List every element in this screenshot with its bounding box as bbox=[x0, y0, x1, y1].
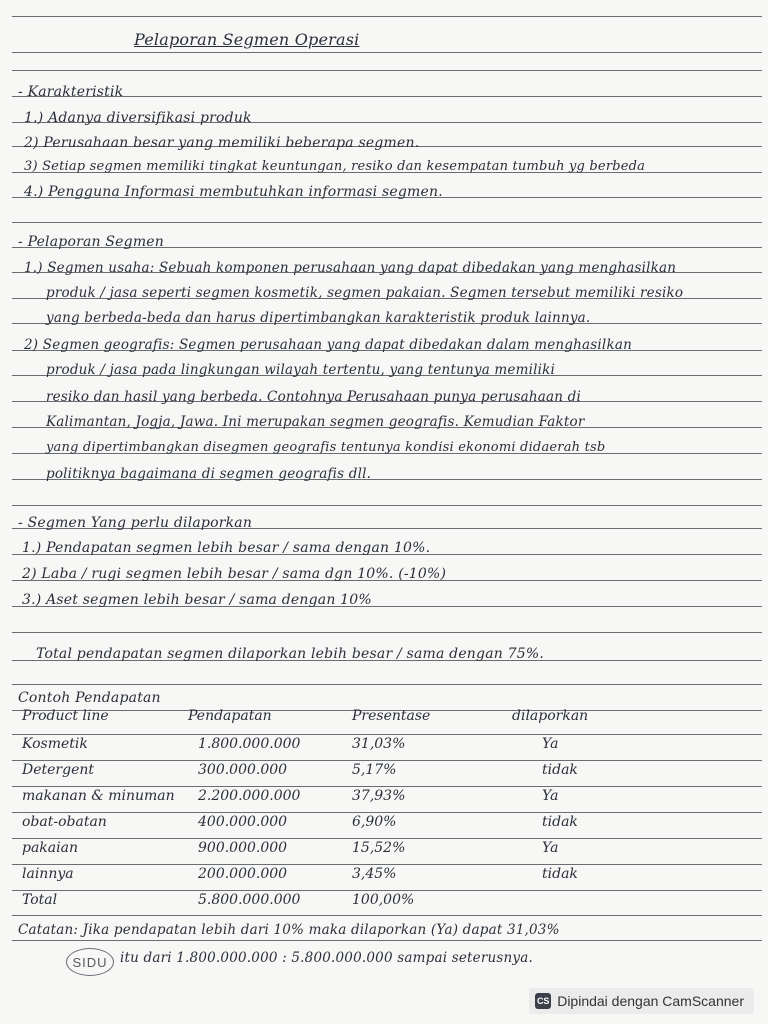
table-cell: Ya bbox=[542, 736, 559, 752]
ruled-line bbox=[12, 864, 762, 865]
section-heading-pelaporan: - Pelaporan Segmen bbox=[18, 234, 164, 250]
table-cell: 1.800.000.000 bbox=[198, 736, 301, 752]
table-header-cell: Pendapatan bbox=[188, 708, 272, 724]
ruled-line bbox=[12, 786, 762, 787]
ruled-line bbox=[12, 838, 762, 839]
camscanner-watermark bbox=[529, 988, 754, 1014]
section-heading-segmen-dilaporkan: - Segmen Yang perlu dilaporkan bbox=[18, 515, 253, 531]
table-cell: 6,90% bbox=[352, 814, 397, 830]
pelaporan-line: resiko dan hasil yang berbeda. Contohnya Perusahaan punya perusahaan di bbox=[46, 389, 581, 405]
ruled-line bbox=[12, 684, 762, 685]
table-cell: makanan & minuman bbox=[22, 788, 175, 804]
karakteristik-item: 4.) Pengguna Informasi membutuhkan informasi segmen. bbox=[24, 184, 443, 200]
pelaporan-line: 2) Segmen geografis: Segmen perusahaan yang dapat dibedakan dalam menghasilkan bbox=[24, 337, 632, 353]
table-cell: 200.000.000 bbox=[198, 866, 288, 882]
camscanner-logo-icon: CS bbox=[535, 993, 551, 1009]
criteria-item: 2) Laba / rugi segmen lebih besar / sama dgn 10%. (-10%) bbox=[22, 566, 447, 582]
pelaporan-line: 1.) Segmen usaha: Sebuah komponen perusahaan yang dapat dibedakan yang menghasilkan bbox=[24, 260, 677, 276]
note-line: itu dari 1.800.000.000 : 5.800.000.000 sampai seterusnya. bbox=[120, 950, 533, 966]
table-cell: pakaian bbox=[22, 840, 78, 856]
table-cell: obat-obatan bbox=[22, 814, 107, 830]
table-cell: 37,93% bbox=[352, 788, 406, 804]
table-cell: Kosmetik bbox=[22, 736, 88, 752]
example-heading: Contoh Pendapatan bbox=[18, 690, 161, 706]
ruled-line bbox=[12, 52, 762, 53]
table-cell: 3,45% bbox=[352, 866, 397, 882]
karakteristik-item: 1.) Adanya diversifikasi produk bbox=[24, 110, 252, 126]
table-cell: 900.000.000 bbox=[198, 840, 288, 856]
ruled-line bbox=[12, 760, 762, 761]
ruled-line bbox=[12, 734, 762, 735]
note-line: Catatan: Jika pendapatan lebih dari 10% maka dilaporkan (Ya) dapat 31,03% bbox=[18, 922, 560, 938]
table-cell: 31,03% bbox=[352, 736, 406, 752]
criteria-item: 1.) Pendapatan segmen lebih besar / sama dengan 10%. bbox=[22, 540, 431, 556]
ruled-line bbox=[12, 812, 762, 813]
ruled-line bbox=[12, 890, 762, 891]
criteria-item: 3.) Aset segmen lebih besar / sama dengan 10% bbox=[22, 592, 372, 608]
ruled-line bbox=[12, 940, 762, 941]
table-cell: tidak bbox=[542, 814, 578, 830]
watermark-text: Dipindai dengan CamScanner bbox=[557, 993, 744, 1009]
pelaporan-line: produk / jasa seperti segmen kosmetik, segmen pakaian. Segmen tersebut memiliki resiko bbox=[46, 285, 684, 301]
table-cell: 5.800.000.000 bbox=[198, 892, 301, 908]
ruled-line bbox=[12, 632, 762, 633]
table-header-cell: Product line bbox=[22, 708, 109, 724]
section-heading-karakteristik: - Karakteristik bbox=[18, 84, 124, 100]
ruled-line bbox=[12, 70, 762, 71]
table-cell: 15,52% bbox=[352, 840, 406, 856]
table-header-cell: Presentase bbox=[352, 708, 431, 724]
table-cell: 300.000.000 bbox=[198, 762, 288, 778]
table-cell: Ya bbox=[542, 788, 559, 804]
pelaporan-line: yang berbeda-beda dan harus dipertimbangkan karakteristik produk lainnya. bbox=[46, 310, 591, 326]
ruled-line bbox=[12, 505, 762, 506]
page-title: Pelaporan Segmen Operasi bbox=[134, 30, 360, 49]
pelaporan-line: produk / jasa pada lingkungan wilayah tertentu, yang tentunya memiliki bbox=[46, 362, 556, 378]
table-cell: lainnya bbox=[22, 866, 74, 882]
stamp: SIDU bbox=[66, 948, 114, 976]
table-cell: 100,00% bbox=[352, 892, 415, 908]
table-cell: 2.200.000.000 bbox=[198, 788, 301, 804]
table-cell: Total bbox=[22, 892, 58, 908]
pelaporan-line: yang dipertimbangkan disegmen geografis tentunya kondisi ekonomi didaerah tsb bbox=[46, 440, 606, 455]
table-cell: Detergent bbox=[22, 762, 95, 778]
ruled-line bbox=[12, 915, 762, 916]
ruled-line bbox=[12, 222, 762, 223]
table-header-cell: dilaporkan bbox=[512, 708, 589, 724]
karakteristik-item: 3) Setiap segmen memiliki tingkat keuntungan, resiko dan kesempatan tumbuh yg berbeda bbox=[24, 159, 646, 174]
ruled-line bbox=[12, 96, 762, 97]
pelaporan-line: Kalimantan, Jogja, Jawa. Ini merupakan segmen geografis. Kemudian Faktor bbox=[46, 414, 585, 430]
table-cell: Ya bbox=[542, 840, 559, 856]
ruled-line bbox=[12, 16, 762, 17]
table-cell: 400.000.000 bbox=[198, 814, 288, 830]
table-cell: tidak bbox=[542, 762, 578, 778]
karakteristik-item: 2) Perusahaan besar yang memiliki beberapa segmen. bbox=[24, 135, 420, 151]
total-criteria: Total pendapatan segmen dilaporkan lebih besar / sama dengan 75%. bbox=[36, 646, 544, 662]
table-cell: 5,17% bbox=[352, 762, 397, 778]
table-cell: tidak bbox=[542, 866, 578, 882]
pelaporan-line: politiknya bagaimana di segmen geografis dll. bbox=[46, 466, 372, 482]
